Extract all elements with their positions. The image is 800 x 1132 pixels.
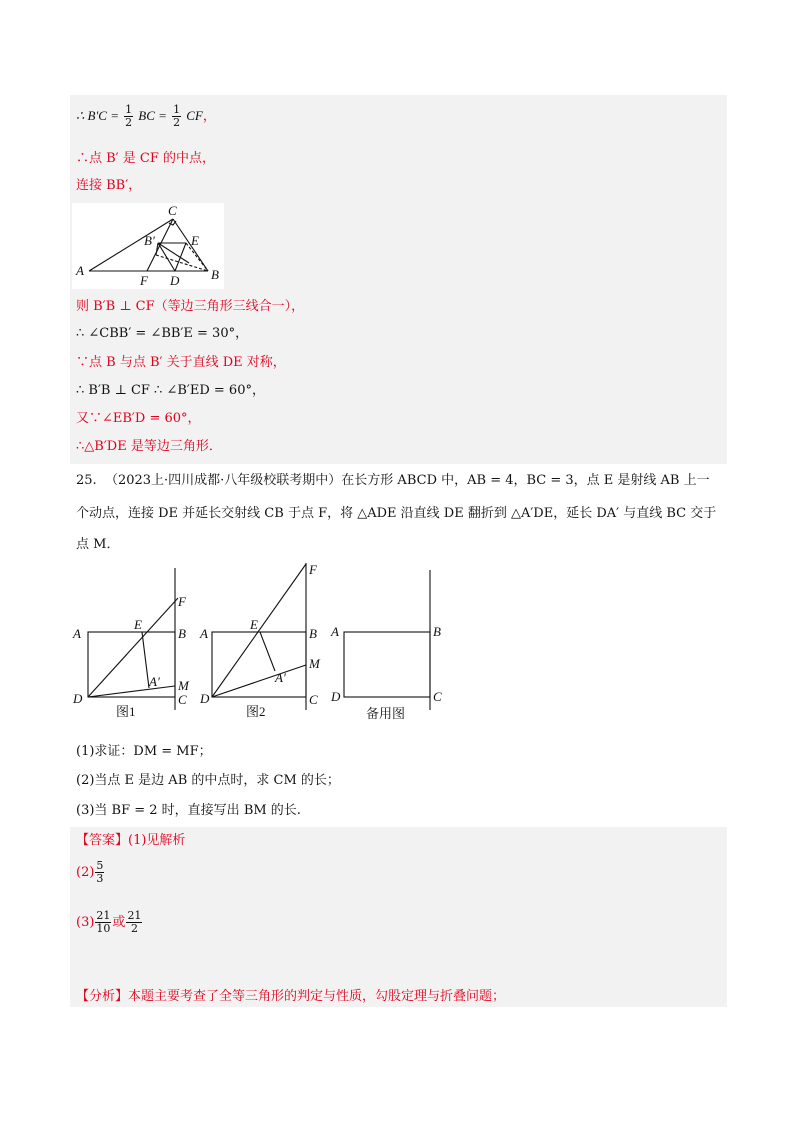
subquestion-2: (2)当点 E 是边 AB 的中点时，求 CM 的长； (76, 773, 340, 788)
svg-text:A: A (200, 626, 208, 641)
svg-text:C: C (178, 692, 187, 707)
label-E: E (191, 233, 199, 248)
solution-line-6: ∵点 B 与点 B′ 关于直线 DE 对称， (76, 355, 286, 370)
label-F: F (140, 273, 148, 288)
question-line-1: 25. （2023上·四川成都·八年级校联考期中）在长方形 ABCD 中，AB = 4，BC = 3，点 E 是射线 AB 上一 (76, 473, 710, 488)
math-text: CF (186, 108, 203, 123)
svg-text:A: A (73, 626, 81, 641)
label-C: C (168, 203, 177, 218)
svg-text:C: C (309, 692, 318, 707)
svg-text:B: B (433, 624, 441, 639)
svg-text:D: D (331, 689, 341, 704)
answer-line-2: (2) $\frac{5}{3}$ (76, 859, 104, 885)
fig2-caption: 图2 (246, 704, 266, 719)
question-line-2: 个动点，连接 DE 并延长交射线 CB 于点 F，将 △ADE 沿直线 DE 翻折到 △A′DE，延长 DA′ 与直线 BC 交于 (76, 506, 717, 521)
analysis-line: 【分析】本题主要考查了全等三角形的判定与性质，勾股定理与折叠问题； (76, 989, 506, 1004)
svg-text:E: E (134, 617, 142, 632)
solution-line-4: 则 B′B ⊥ CF（等边三角形三线合一）， (76, 299, 305, 314)
answer-panel (70, 827, 727, 1007)
label-B: B (211, 267, 219, 282)
label-D: D (170, 273, 180, 288)
subquestion-3: (3)当 BF = 2 时，直接写出 BM 的长. (76, 803, 301, 818)
svg-text:D: D (73, 691, 83, 706)
label-A: A (76, 263, 84, 278)
question-figures (70, 558, 450, 724)
solution-line-9: ∴△B′DE 是等边三角形． (76, 439, 222, 454)
fig1-caption: 图1 (116, 704, 136, 719)
subquestion-1: (1)求证：DM = MF； (76, 744, 212, 759)
svg-text:F: F (178, 594, 186, 609)
svg-text:M: M (309, 656, 320, 671)
solution-line-5: ∴ ∠CBB′ = ∠BB′E = 30°， (76, 326, 249, 341)
svg-text:B: B (309, 626, 317, 641)
answer-line-1: 【答案】(1)见解析 (76, 833, 186, 848)
solution-line-1: ∴ B′C = $\frac{1}{2}$ BC = $\frac{1}{2}$ CF， (76, 103, 216, 129)
label-Bprime: B′ (144, 233, 155, 248)
fig3-caption: 备用图 (366, 706, 406, 721)
svg-text:A′: A′ (275, 670, 286, 685)
solution-figure (72, 203, 224, 289)
question-line-3: 点 M． (76, 537, 120, 552)
fraction: $\frac{1}{2}$ (173, 103, 181, 129)
math-text: ∴ B′C = (76, 108, 119, 123)
math-text: BC = (138, 108, 167, 123)
solution-line-8: 又∵∠EB′D = 60°， (76, 411, 201, 426)
svg-text:A: A (331, 624, 339, 639)
solution-line-7: ∴ B′B ⊥ CF ∴ ∠B′ED = 60°， (76, 383, 265, 398)
solution-line-3: 连接 BB′， (76, 178, 142, 193)
fraction: $\frac{1}{2}$ (125, 103, 133, 129)
svg-text:C: C (433, 689, 442, 704)
svg-text:F: F (309, 562, 317, 577)
svg-text:M: M (178, 678, 189, 693)
svg-text:D: D (200, 691, 210, 706)
answer-line-3: (3) $\frac{21}{10}$ 或 $\frac{21}{2}$ (76, 909, 142, 935)
svg-text:B: B (178, 626, 186, 641)
svg-text:A′: A′ (149, 674, 160, 689)
solution-line-2: ∴点 B′ 是 CF 的中点， (76, 151, 216, 166)
svg-text:E: E (250, 617, 258, 632)
